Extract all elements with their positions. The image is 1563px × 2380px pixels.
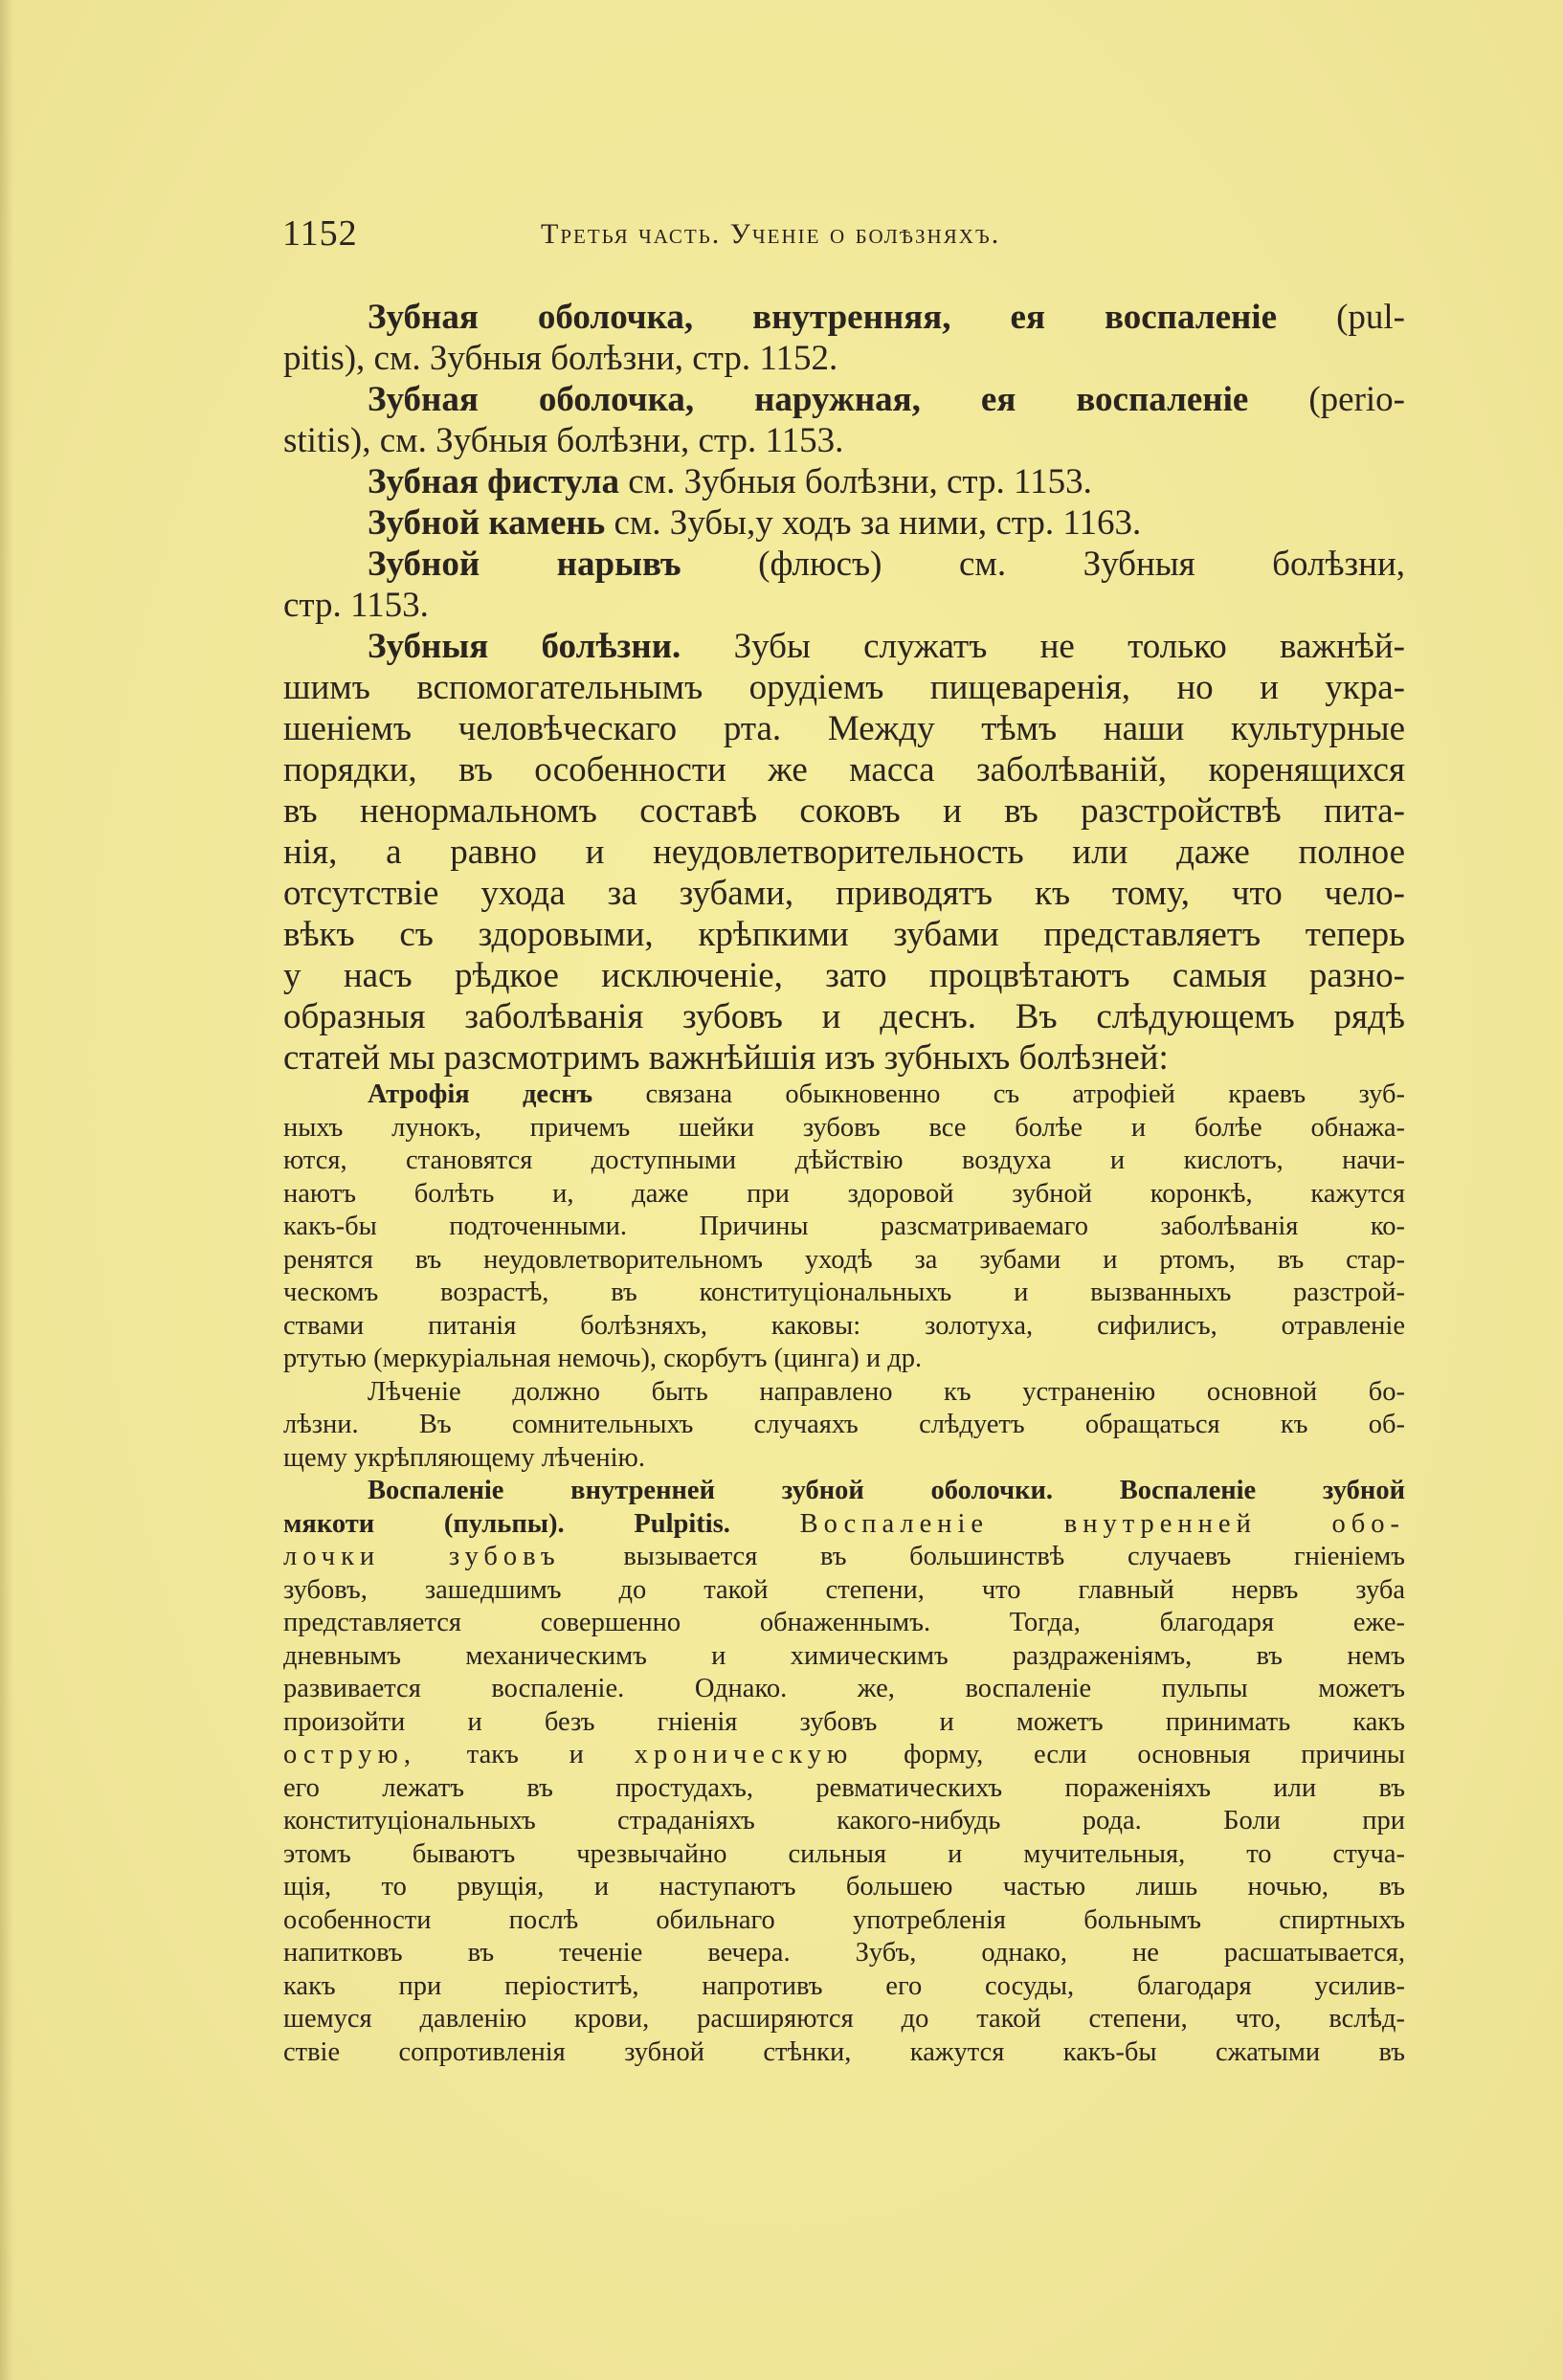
entry-line: образныя заболѣванія зубовъ и деснъ. Въ слѣдующемъ рядѣ	[283, 997, 1405, 1036]
entry-line: pitis), см. Зубныя болѣзни, стр. 1152.	[283, 339, 838, 378]
section-line: ются, становятся доступными дѣйствію воздуха и кислотъ, начи-	[283, 1146, 1405, 1175]
section-heading: Воспаленіе внутренней зубной оболочки. Воспаленіе зубной	[368, 1476, 1405, 1505]
section-line: представляется совершенно обнаженнымъ. Тогда, благодаря еже-	[283, 1608, 1405, 1637]
entry-headword: Зубной камень	[368, 503, 606, 543]
section-line: какъ-бы подточенными. Причины разсматриваемаго заболѣванія ко-	[283, 1212, 1405, 1241]
entry-headword: Зубная оболочка, наружная, ея воспаленіе	[368, 380, 1249, 419]
section-text: Воспаленіе внутренней обо-	[799, 1508, 1405, 1539]
section-line: напитковъ въ теченіе вечера. Зубъ, однако, не расшатывается,	[283, 1938, 1405, 1968]
entry-line	[283, 502, 1405, 544]
entry-line: въ ненормальномъ составѣ соковъ и въ разстройствѣ пита-	[283, 791, 1405, 831]
section-line: конституціональныхъ страданіяхъ какого-нибудь рода. Боли при	[283, 1806, 1405, 1835]
entry-line: у насъ рѣдкое исключеніе, зато процвѣтаютъ самыя разно-	[283, 956, 1405, 995]
section-line: ческомъ возрастѣ, въ конституціональныхъ и вызванныхъ разстрой-	[283, 1278, 1405, 1307]
section-line: этомъ бываютъ чрезвычайно сильныя и мучительныя, то стуча-	[283, 1838, 1405, 1869]
section-text: связана обыкновенно съ атрофіей краевъ зуб-	[645, 1079, 1405, 1109]
entry-line	[283, 379, 1405, 420]
section-line: развивается воспаленіе. Однако. же, воспаленіе пульпы можетъ	[283, 1674, 1405, 1703]
section-heading: Атрофія деснъ	[368, 1079, 593, 1109]
section-line: ренятся въ неудовлетворительномъ уходѣ за зубами и ртомъ, въ стар-	[283, 1244, 1405, 1275]
entry-line: отсутствіе ухода за зубами, приводятъ къ тому, что чело-	[283, 874, 1405, 913]
section-line: наютъ болѣть и, даже при здоровой зубной коронкѣ, кажутся	[283, 1178, 1405, 1209]
entry-text: (perio-	[1308, 380, 1405, 419]
section-line: ртутью (меркуріальная немочь), скорбутъ (цинга) и др.	[283, 1344, 923, 1373]
section-text: такъ и	[466, 1740, 584, 1769]
entry-text: см. Зубныя болѣзни, стр. 1153.	[628, 462, 1092, 501]
entry-line: шеніемъ человѣческаго рта. Между тѣмъ наши культурные	[283, 709, 1405, 748]
dictionary-entries	[283, 297, 1405, 1079]
section-line: особенности послѣ обильнаго употребленія больнымъ спиртныхъ	[283, 1904, 1405, 1935]
entry-text: см. Зубы,у ходъ за ними, стр. 1163.	[614, 503, 1142, 543]
running-head	[282, 212, 1431, 266]
section-text: острую,	[283, 1740, 416, 1769]
entry-text: Зубы служатъ не только важнѣй-	[733, 627, 1405, 666]
entry-text: (флюсъ) см. Зубныя болѣзни,	[758, 545, 1405, 584]
section-line: дневнымъ механическимъ и химическимъ раздраженіямъ, въ немъ	[283, 1640, 1405, 1671]
entry-line	[283, 297, 1405, 338]
section-heading: мякоти (пульпы). Pulpitis.	[283, 1508, 730, 1539]
section-line: ныхъ лунокъ, причемъ шейки зубовъ все болѣе и болѣе обнажа-	[283, 1112, 1405, 1143]
running-title: Третья часть. Ученіе о болѣзняхъ.	[541, 218, 1001, 250]
entry-line: стр. 1153.	[283, 586, 429, 625]
section-pulpitis	[283, 1475, 1405, 2069]
section-line: какъ при періоститѣ, напротивъ его сосуды, благодаря усилив-	[283, 1970, 1405, 2001]
entry-headword: Зубная оболочка, внутренняя, ея воспаленіе	[368, 298, 1278, 337]
page-edge-shadow	[0, 0, 13, 2380]
entry-line	[283, 626, 1405, 667]
entry-line	[283, 544, 1405, 585]
section-line: ствами питанія болѣзняхъ, каковы: золотуха, сифилисъ, отравленіе	[283, 1310, 1405, 1341]
section-line	[283, 1508, 1405, 1542]
page-number: 1152	[282, 213, 358, 254]
entry-line: порядки, въ особенности же масса заболѣваній, коренящихся	[283, 750, 1405, 790]
section-line	[283, 1541, 1405, 1574]
section-line: произойти и безъ гніенія зубовъ и можетъ принимать какъ	[283, 1706, 1405, 1737]
section-text: форму, если основныя причины	[904, 1740, 1405, 1769]
entry-line: вѣкъ съ здоровыми, крѣпкими зубами представляетъ теперь	[283, 915, 1405, 954]
section-line: зубовъ, зашедшимъ до такой степени, что главный нервъ зуба	[283, 1574, 1405, 1605]
entry-line: stitis), см. Зубныя болѣзни, стр. 1153.	[283, 421, 844, 460]
section-line	[283, 1739, 1405, 1772]
section-line	[283, 1079, 1405, 1112]
entry-line: шимъ вспомогательнымъ орудіемъ пищеваренія, но и укра-	[283, 668, 1405, 707]
section-line: щія, то рвущія, и наступаютъ большею частью лишь ночью, въ	[283, 1872, 1405, 1902]
section-text: лочки зубовъ	[283, 1542, 561, 1571]
entry-headword: Зубная фистула	[368, 462, 619, 501]
entry-line	[283, 461, 1405, 502]
section-line	[283, 1475, 1405, 1508]
section-atrophy	[283, 1079, 1405, 1475]
section-line: щему укрѣпляющему лѣченію.	[283, 1442, 645, 1473]
section-line: Лѣченіе должно быть направлено къ устраненію основной бо-	[368, 1376, 1405, 1407]
section-line: ствіе сопротивленія зубной стѣнки, кажутся какъ-бы сжатыми въ	[283, 2036, 1405, 2067]
entry-text: (pul-	[1336, 298, 1405, 337]
entry-headword: Зубной нарывъ	[368, 545, 681, 584]
section-line: его лежатъ въ простудахъ, ревматическихъ пораженіяхъ или въ	[283, 1772, 1405, 1803]
section-text: хроническую	[634, 1740, 854, 1769]
entry-line: нія, а равно и неудовлетворительность или даже полное	[283, 833, 1405, 872]
section-text: вызывается въ большинствѣ случаевъ гніеніемъ	[623, 1542, 1405, 1571]
section-line: шемуся давленію крови, расширяются до такой степени, что, вслѣд-	[283, 2004, 1405, 2034]
entry-headword: Зубныя болѣзни.	[368, 627, 681, 666]
body-text	[283, 297, 1405, 2069]
section-line: лѣзни. Въ сомнительныхъ случаяхъ слѣдуетъ обращаться къ об-	[283, 1410, 1405, 1439]
entry-line: статей мы разсмотримъ важнѣйшія изъ зубныхъ болѣзней:	[283, 1038, 1169, 1078]
